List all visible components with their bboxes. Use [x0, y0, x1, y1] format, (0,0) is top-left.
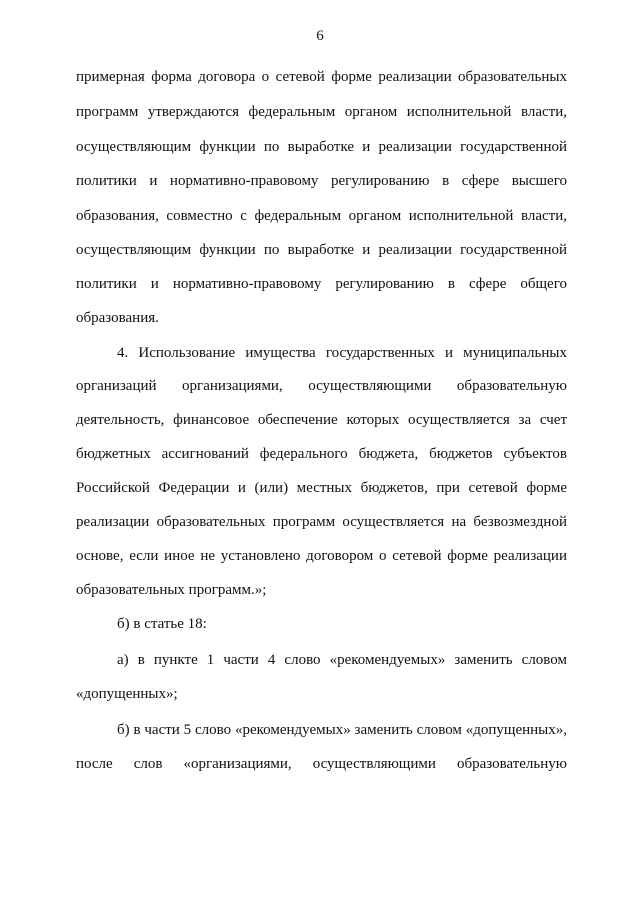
text-line: образовательных программ.»; — [76, 582, 267, 598]
text-line: Российской Федерации и (или) местных бюджетов, при сетевой форме — [76, 480, 567, 496]
text-line: реализации образовательных программ осуществляется на безвозмездной — [76, 514, 567, 530]
list-item-a-first-line: а) в пункте 1 части 4 слово «рекомендуемых» заменить словом — [117, 652, 567, 668]
text-line: осуществляющим функции по выработке и реализации государственной — [76, 242, 567, 258]
text-line: деятельность, финансовое обеспечение которых осуществляется за счет — [76, 412, 567, 428]
text-line: организаций организациями, осуществляющими образовательную — [76, 378, 567, 394]
text-line: бюджетных ассигнований федерального бюджета, бюджетов субъектов — [76, 446, 567, 462]
text-line: после слов «организациями, осуществляющими образовательную — [76, 756, 567, 772]
text-line: политики и нормативно-правовому регулированию в сфере высшего — [76, 173, 567, 189]
text-line: основе, если иное не установлено договором о сетевой форме реализации — [76, 548, 567, 564]
text-line: образования, совместно с федеральным органом исполнительной власти, — [76, 208, 567, 224]
page-number: 6 — [316, 28, 324, 44]
paragraph-4-first-line: 4. Использование имущества государственных и муниципальных — [117, 345, 567, 361]
list-item-b-article-18: б) в статье 18: — [117, 616, 207, 632]
text-line: «допущенных»; — [76, 686, 178, 702]
list-item-b-first-line: б) в части 5 слово «рекомендуемых» заменить словом «допущенных», — [117, 722, 567, 738]
text-line: политики и нормативно-правовому регулированию в сфере общего — [76, 276, 567, 292]
text-line: осуществляющим функции по выработке и реализации государственной — [76, 139, 567, 155]
text-line: программ утверждаются федеральным органом исполнительной власти, — [76, 104, 567, 120]
text-line: примерная форма договора о сетевой форме реализации образовательных — [76, 69, 567, 85]
text-line: образования. — [76, 310, 159, 326]
